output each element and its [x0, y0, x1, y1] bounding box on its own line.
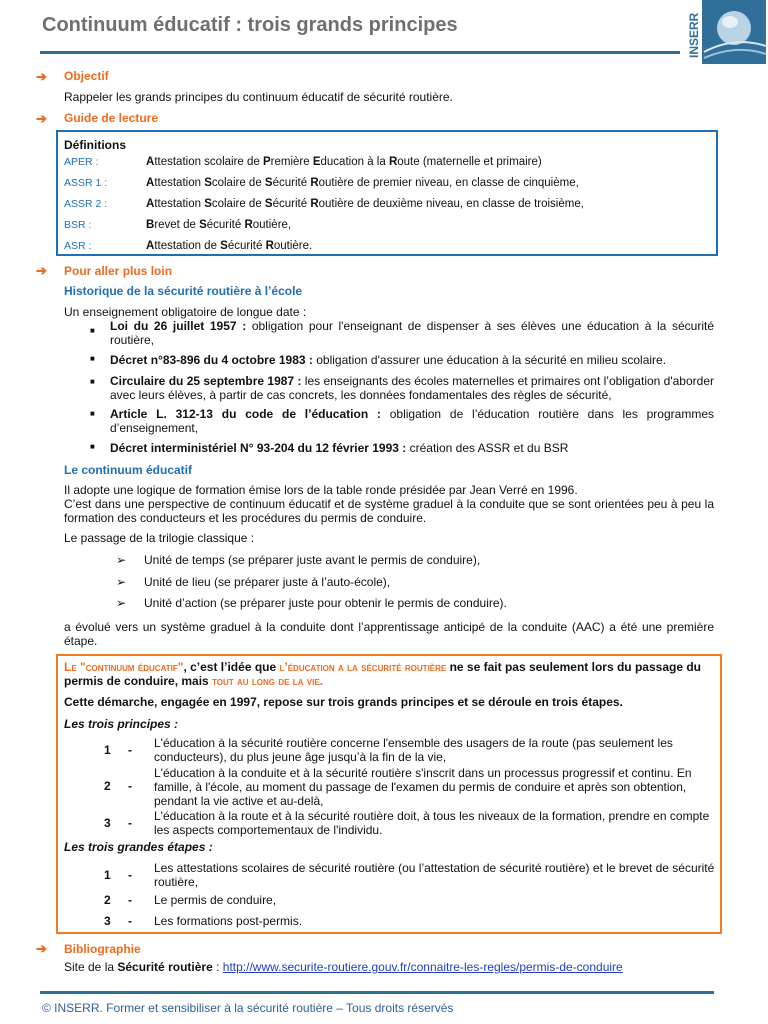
historique-intro: Un enseignement obligatoire de longue date : [64, 305, 307, 319]
footer-copyright: © INSERR. Former et sensibiliser à la sécurité routière – Tous droits réservés [42, 1001, 454, 1015]
historique-item: Article L. 312-13 du code de l’éducation : obligation de l’éducation routière dans les programmes d’enseignement, [110, 407, 714, 435]
principe-number: 3 [104, 816, 111, 830]
trilogie-item: Unité d’action (se préparer juste pour obtenir le permis de conduire). [144, 596, 507, 610]
historique-item: Circulaire du 25 septembre 1987 : les enseignants des écoles maternelles et primaires ont l’obligation d'aborder avec leurs élèves, à partir de cas concrets, les données fondamentales des règles de sécurité, [110, 374, 714, 402]
plus-loin-title: Pour aller plus loin [64, 264, 173, 278]
dash: - [128, 779, 132, 793]
bullet-icon: ■ [90, 442, 95, 451]
definition-row: BSR : Brevet de Sécurité Routière, [64, 219, 292, 231]
evolution-paragraph: a évolué vers un système graduel à la conduite dont l’apprentissage anticipé de la conduite (AAC) a été une première étape. [64, 620, 714, 648]
objectif-title: Objectif [64, 69, 109, 83]
continuum-paragraph: C’est dans une perspective de continuum éducatif et de système graduel à la conduite que se sont orientées peu à peu la formation des conducteurs et les procédures du permis de conduire. [64, 497, 714, 525]
arrow-icon: ➔ [36, 69, 47, 84]
continuum-paragraph: Il adopte une logique de formation émise lors de la table ronde présidée par Jean Verré en 1996. [64, 483, 578, 497]
definitions-box [56, 130, 718, 256]
inserr-logo [684, 0, 768, 66]
definition-abbr: ASR : [64, 240, 92, 252]
chevron-right-icon: ➢ [116, 575, 127, 589]
definition-row: APER : Attestation scolaire de Première Education à la Route (maternelle et primaire) [64, 156, 542, 168]
objectif-text: Rappeler les grands principes du continuum éducatif de sécurité routière. [64, 90, 453, 104]
trilogie-intro: Le passage de la trilogie classique : [64, 531, 255, 545]
principe-text: L'éducation à la route et à la sécurité routière doit, à tous les niveaux de la formation, prendre en compte les aspects comportementaux de l'individu. [154, 809, 710, 837]
dash: - [128, 816, 132, 830]
footer-rule [40, 991, 714, 994]
historique-title: Historique de la sécurité routière à l’école [64, 284, 303, 298]
chevron-right-icon: ➢ [116, 553, 127, 567]
dash: - [128, 868, 132, 882]
arrow-icon: ➔ [36, 263, 47, 278]
securite-routiere-link[interactable]: http://www.securite-routiere.gouv.fr/connaitre-les-regles/permis-de-conduire [222, 960, 623, 974]
definition-row: ASSR 1 : Attestation Scolaire de Sécurité Routière de premier niveau, en classe de cinquième, [64, 177, 579, 189]
bullet-icon: ■ [90, 326, 95, 335]
bullet-icon: ■ [90, 377, 95, 386]
principe-text: L'éducation à la sécurité routière concerne l'ensemble des usagers de la route (pas seulement les conducteurs), du plus jeune âge jusqu’à la fin de la vie, [154, 736, 673, 764]
etape-text: Les formations post-permis. [154, 914, 303, 928]
bullet-icon: ■ [90, 354, 95, 363]
definition-abbr: ASSR 2 : [64, 198, 108, 210]
definition-abbr: BSR : [64, 219, 92, 231]
bullet-icon: ■ [90, 409, 95, 418]
definition-row: ASSR 2 : Attestation Scolaire de Sécurité Routière de deuxième niveau, en classe de troisième, [64, 198, 584, 210]
arrow-icon: ➔ [36, 111, 47, 126]
arrow-icon: ➔ [36, 941, 47, 956]
trilogie-item: Unité de lieu (se préparer juste à l’auto-école), [144, 575, 391, 589]
etape-text: Le permis de conduire, [154, 893, 277, 907]
principe-text: L'éducation à la conduite et à la sécurité routière s'inscrit dans un processus progressif et continu. En famille, à l'école, au moment du passage de l'examen du permis de conduire et après son obtention, pendant la vie active et au-delà, [154, 766, 692, 808]
header-rule [40, 51, 680, 54]
etape-number: 3 [104, 914, 111, 928]
principes-title: Les trois principes : [64, 717, 179, 731]
etape-number: 1 [104, 868, 111, 882]
dash: - [128, 743, 132, 757]
dash: - [128, 914, 132, 928]
etapes-title: Les trois grandes étapes : [64, 840, 213, 854]
bibliographie-entry: Site de la Sécurité routière : http://www.securite-routiere.gouv.fr/connaitre-les-regles/permis-de-conduire [64, 960, 623, 974]
etape-number: 2 [104, 893, 111, 907]
demarche-text: Cette démarche, engagée en 1997, repose sur trois grands principes et se déroule en trois étapes. [64, 695, 623, 709]
definition-abbr: ASSR 1 : [64, 177, 108, 189]
historique-item: Loi du 26 juillet 1957 : obligation pour l'enseignant de dispenser à ses élèves une éducation à la sécurité routière, [110, 319, 715, 347]
definition-row: ASR : Attestation de Sécurité Routière. [64, 240, 313, 252]
guide-title: Guide de lecture [64, 111, 159, 125]
chevron-right-icon: ➢ [116, 596, 127, 610]
etape-text: Les attestations scolaires de sécurité routière (ou l’attestation de sécurité routière) et le brevet de sécurité routière, [154, 861, 715, 889]
continuum-definition: Le "continuum éducatif", c’est l’idée que l’éducation a la sécurité routière ne se fait pas seulement lors du passage du permis de conduire, mais tout au long de la vie. [64, 660, 701, 688]
continuum-title: Le continuum éducatif [64, 463, 193, 477]
historique-item: Décret n°83-896 du 4 octobre 1983 : obligation d'assurer une éducation à la sécurité en milieu scolaire. [110, 353, 667, 367]
historique-item: Décret interministériel N° 93-204 du 12 février 1993 : création des ASSR et du BSR [110, 441, 569, 455]
definition-abbr: APER : [64, 156, 99, 168]
page-title: Continuum éducatif : trois grands principes [42, 14, 458, 36]
svg-text:INSERR: INSERR [687, 12, 701, 58]
trilogie-item: Unité de temps (se préparer juste avant le permis de conduire), [144, 553, 481, 567]
definitions-title: Définitions [64, 138, 126, 152]
principe-number: 2 [104, 779, 111, 793]
principe-number: 1 [104, 743, 111, 757]
bibliographie-title: Bibliographie [64, 942, 141, 956]
dash: - [128, 893, 132, 907]
